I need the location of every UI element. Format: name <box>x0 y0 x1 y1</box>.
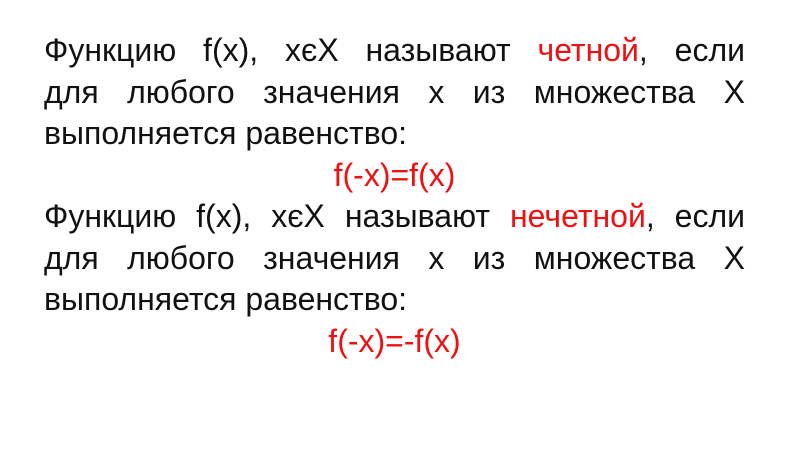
text-run: Функцию f(x), хєХ называют <box>44 198 510 234</box>
even-function-formula <box>44 155 745 197</box>
text-run: для любого значения х из множества Х <box>44 239 745 276</box>
odd-function-formula <box>44 321 745 363</box>
even-definition-line-1 <box>44 30 745 72</box>
highlighted-text: четной <box>537 32 639 68</box>
text-run: выполняется равенство: <box>44 115 408 151</box>
highlighted-text: нечетной <box>510 198 646 234</box>
text-run: , если <box>645 198 746 234</box>
odd-definition-line-1 <box>44 196 745 238</box>
slide-text <box>44 30 745 362</box>
odd-definition-line-2 <box>44 238 745 280</box>
even-definition-line-2 <box>44 72 745 114</box>
odd-definition-line-3 <box>44 279 745 321</box>
text-run: Функцию f(x), хєХ называют <box>44 32 538 68</box>
text-run: выполняется равенство: <box>44 281 408 317</box>
highlighted-text: f(-x)=-f(x) <box>328 322 461 359</box>
even-definition-line-3 <box>44 113 745 155</box>
text-run: , если <box>638 32 745 68</box>
highlighted-text: f(-x)=f(x) <box>333 156 456 193</box>
text-run: для любого значения х из множества Х <box>44 73 745 110</box>
